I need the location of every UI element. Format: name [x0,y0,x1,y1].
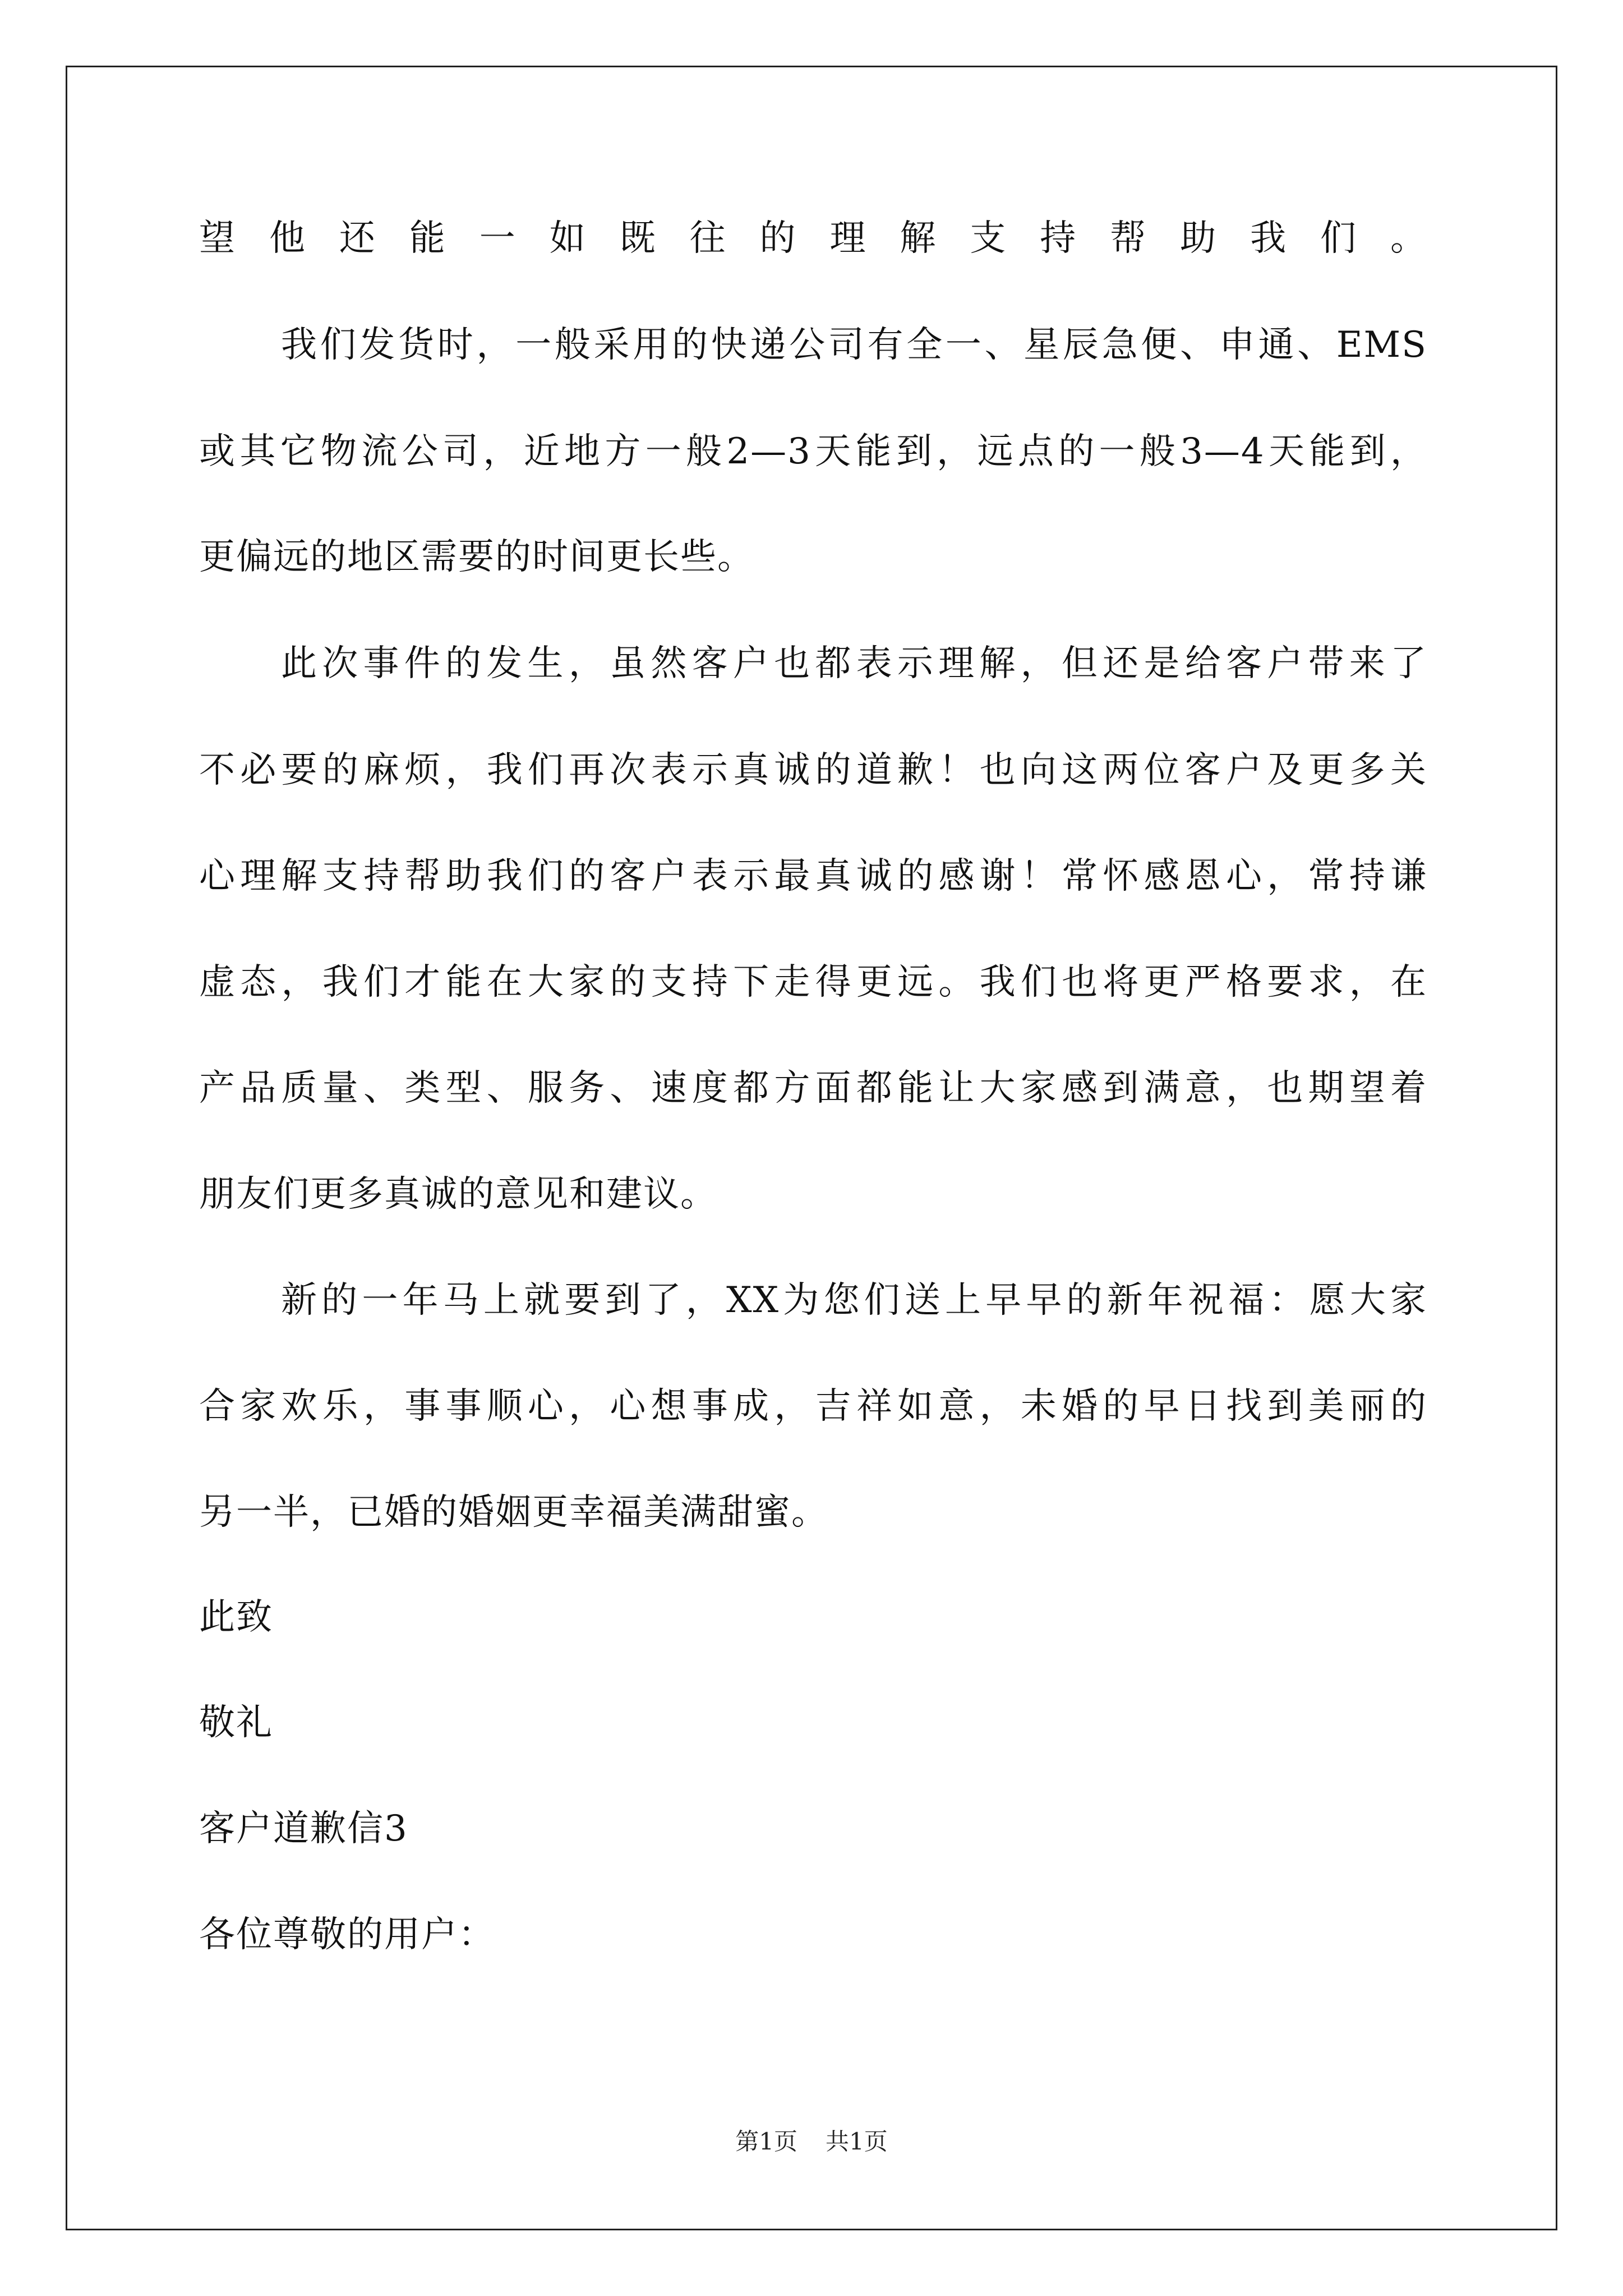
paragraph-line-13: 另一半，已婚的婚姻更幸福美满甜蜜。 [199,1492,828,1533]
page-border [66,66,1557,2230]
closing-line-2: 敬礼 [199,1702,273,1743]
paragraph-line-3: 或其它物流公司，近地方一般2—3天能到，远点的一般3—4天能到， [199,431,1427,472]
page-number: 第1页 [735,2128,797,2155]
paragraph-line-7: 心理解支持帮助我们的客户表示最真诚的感谢！常怀感恩心，常持谦 [199,855,1427,897]
paragraph-line-6: 不必要的麻烦，我们再次表示真诚的道歉！也向这两位客户及更多关 [199,749,1427,791]
paragraph-line-11: 新的一年马上就要到了，XX为您们送上早早的新年祝福：愿大家 [281,1280,1427,1321]
paragraph-line-8: 虚态，我们才能在大家的支持下走得更远。我们也将更严格要求，在 [199,961,1427,1003]
paragraph-line-4: 更偏远的地区需要的时间更长些。 [199,536,754,578]
paragraph-line-10: 朋友们更多真诚的意见和建议。 [199,1174,717,1215]
section-title: 客户道歉信3 [199,1808,408,1849]
closing-line-1: 此致 [199,1596,273,1638]
paragraph-line-12: 合家欢乐，事事顺心，心想事成，吉祥如意，未婚的早日找到美丽的 [199,1386,1427,1427]
paragraph-line-9: 产品质量、类型、服务、速度都方面都能让大家感到满意，也期望着 [199,1068,1427,1109]
paragraph-line-1: 望他还能一如既往的理解支持帮助我们。 [199,218,1427,259]
paragraph-line-2: 我们发货时，一般采用的快递公司有全一、星辰急便、申通、EMS [281,324,1427,366]
salutation: 各位尊敬的用户： [199,1914,495,1955]
page-total: 共1页 [826,2128,888,2155]
page-footer [0,2126,1623,2157]
paragraph-line-5: 此次事件的发生，虽然客户也都表示理解，但还是给客户带来了 [281,643,1427,684]
